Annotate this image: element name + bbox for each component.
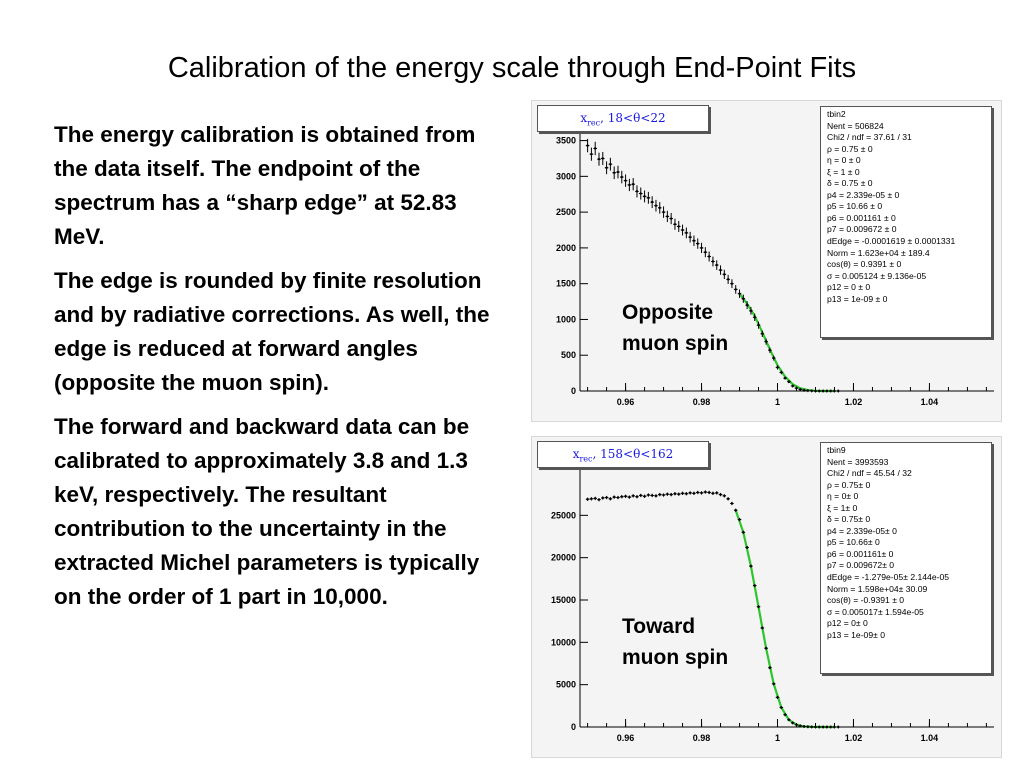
data-point: [628, 495, 632, 498]
data-point: [620, 171, 624, 184]
data-point: [635, 495, 639, 498]
stats-line: Nent = 3993593: [827, 456, 889, 467]
data-point: [666, 492, 670, 495]
stats-line: Norm = 1.623e+04 ± 189.4: [827, 247, 930, 258]
data-point: [616, 166, 620, 179]
overlay-label: Toward muon spin: [622, 615, 729, 669]
data-point: [681, 492, 685, 495]
data-point: [601, 496, 605, 499]
data-point: [726, 497, 730, 500]
x-tick-label: 1: [774, 733, 781, 743]
data-point: [700, 243, 704, 253]
data-point: [711, 492, 715, 495]
data-point: [635, 185, 639, 197]
data-point: [593, 142, 597, 155]
data-point: [673, 219, 677, 230]
data-point: [647, 192, 651, 204]
stats-line: p7 = 0.009672 ± 0: [827, 224, 897, 235]
x-tick-label: 0.96: [616, 733, 635, 743]
y-tick-label: 1000: [555, 314, 576, 325]
overlay-label: Opposite muon spin: [622, 301, 729, 355]
stats-line: η = 0± 0: [827, 491, 859, 502]
data-point: [685, 492, 689, 495]
data-point: [836, 726, 840, 729]
stats-line: σ = 0.005124 ± 9.136e-05: [827, 270, 927, 281]
x-tick-label: 1.04: [920, 397, 939, 407]
data-point: [609, 158, 613, 171]
data-point: [677, 492, 681, 495]
histogram-title: [537, 441, 709, 468]
data-point: [605, 161, 609, 174]
data-point: [658, 202, 662, 214]
y-tick-label: 3500: [555, 135, 576, 146]
stats-line: σ = 0.005017± 1.594e-05: [827, 606, 924, 617]
stats-line: Chi2 / ndf = 45.54 / 32: [827, 468, 912, 479]
x-tick-label: 1.02: [844, 733, 863, 743]
stats-line: p4 = 2.339e-05 ± 0: [827, 189, 900, 200]
data-point: [688, 491, 692, 494]
data-point: [719, 493, 723, 496]
data-point: [681, 225, 685, 236]
data-point: [586, 498, 590, 501]
data-point: [696, 491, 700, 494]
data-point: [688, 232, 692, 243]
data-point: [612, 166, 616, 179]
data-point: [597, 498, 601, 501]
data-point: [616, 496, 620, 499]
data-point: [631, 494, 635, 497]
plot-panel-forward: [531, 100, 1002, 422]
stats-line: p6 = 0.001161± 0: [827, 548, 894, 559]
stats-name: tbin9: [827, 445, 846, 455]
data-point: [590, 497, 594, 500]
data-point: [715, 491, 719, 494]
plot-panel-backward: [531, 436, 1002, 758]
stats-line: η = 0 ± 0: [827, 155, 861, 166]
data-point: [677, 221, 681, 232]
slide-title: Calibration of the energy scale through End-Point Fits: [167, 52, 857, 84]
data-point: [597, 153, 601, 166]
stats-line: p4 = 2.339e-05± 0: [827, 525, 897, 536]
stats-line: ξ = 1± 0: [827, 502, 858, 513]
y-tick-label: 500: [560, 350, 576, 361]
stats-line: dEdge = -0.0001619 ± 0.0001331: [827, 236, 956, 247]
data-point: [631, 178, 635, 190]
title-rest: , 158<θ<162: [592, 447, 674, 461]
stats-line: p7 = 0.009672± 0: [827, 560, 895, 571]
data-point: [730, 502, 734, 505]
x-tick-label: 1.04: [920, 733, 939, 743]
y-tick-label: 3000: [555, 171, 576, 182]
data-point: [700, 491, 704, 494]
data-point: [643, 190, 647, 202]
stats-line: ρ = 0.75± 0: [827, 479, 871, 490]
stats-line: cos(θ) = -0.9391 ± 0: [827, 595, 905, 606]
data-point: [669, 493, 673, 496]
data-point: [624, 174, 628, 186]
data-point: [654, 494, 658, 497]
title-main: x: [572, 447, 580, 461]
data-point: [643, 495, 647, 498]
stats-line: p13 = 1e-09± 0: [827, 629, 885, 640]
x-tick-label: 1.02: [844, 397, 863, 407]
data-point: [692, 492, 696, 495]
title-main: x: [580, 111, 588, 125]
data-point: [704, 490, 708, 493]
x-tick-label: 0.98: [692, 397, 711, 407]
stats-line: dEdge = -1.279e-05± 2.144e-05: [827, 572, 950, 583]
stats-line: p12 = 0± 0: [827, 618, 868, 629]
data-point: [620, 495, 624, 498]
data-point: [696, 238, 700, 248]
data-point: [601, 152, 605, 165]
x-tick-label: 0.98: [692, 733, 711, 743]
data-point: [662, 493, 666, 496]
histogram-title: [537, 105, 709, 132]
data-point: [639, 494, 643, 497]
stats-box: [820, 442, 992, 674]
data-point: [593, 497, 597, 500]
stats-line: Norm = 1.598e+04± 30.09: [827, 583, 928, 594]
y-tick-label: 10000: [550, 637, 576, 648]
title-rest: , 18<θ<22: [600, 111, 666, 125]
stats-line: ρ = 0.75 ± 0: [827, 143, 873, 154]
stats-line: δ = 0.75 ± 0: [827, 178, 873, 189]
data-point: [734, 285, 738, 294]
data-point: [707, 252, 711, 262]
stats-line: ξ = 1 ± 0: [827, 166, 860, 177]
y-tick-label: 5000: [555, 679, 576, 690]
data-point: [723, 270, 727, 279]
stats-line: cos(θ) = 0.9391 ± 0: [827, 259, 902, 270]
stats-line: Chi2 / ndf = 37.61 / 31: [827, 132, 912, 143]
title-sub: rec: [579, 454, 593, 464]
data-point: [624, 495, 628, 498]
data-point: [704, 247, 708, 257]
y-tick-label: 25000: [550, 510, 576, 521]
data-point: [650, 494, 654, 497]
y-tick-label: 0: [570, 386, 576, 396]
data-point: [658, 493, 662, 496]
paragraph-2: The edge is rounded by finite resolution and by radiative corrections. As well, the edge is reduced at forward angles (opposite the muon spin).: [54, 268, 490, 395]
data-point: [836, 390, 840, 393]
stats-line: p6 = 0.001161 ± 0: [827, 212, 896, 223]
data-point: [662, 206, 666, 217]
y-tick-label: 2000: [555, 242, 576, 253]
title-sub: rec: [587, 118, 601, 128]
data-point: [666, 211, 670, 222]
data-point: [726, 275, 730, 284]
data-point: [707, 491, 711, 494]
data-point: [609, 497, 613, 500]
y-tick-label: 0: [570, 722, 576, 732]
data-point: [639, 188, 643, 200]
y-tick-label: 15000: [550, 595, 576, 605]
data-point: [730, 279, 734, 288]
paragraph-1: The energy calibration is obtained from the data itself. The endpoint of the spectrum has a “sharp edge” at 52.83 MeV.: [54, 122, 476, 249]
data-point: [715, 260, 719, 270]
body-text: [54, 118, 494, 624]
data-point: [605, 496, 609, 499]
y-tick-label: 20000: [550, 552, 576, 563]
data-point: [723, 494, 727, 497]
x-tick-label: 0.96: [616, 397, 635, 407]
data-point: [590, 148, 594, 161]
data-point: [647, 493, 651, 496]
data-point: [673, 492, 677, 495]
data-point: [692, 236, 696, 246]
y-tick-label: 2500: [555, 207, 576, 218]
stats-line: δ = 0.75± 0: [827, 514, 871, 525]
data-point: [628, 179, 632, 191]
data-point: [711, 257, 715, 267]
data-point: [654, 200, 658, 212]
data-point: [685, 227, 689, 238]
data-point: [612, 495, 616, 498]
data-point: [650, 196, 654, 208]
y-tick-label: 1500: [555, 278, 576, 289]
stats-line: p5 = 10.66± 0: [827, 537, 880, 548]
data-point: [719, 265, 723, 274]
stats-line: Nent = 506824: [827, 120, 884, 131]
paragraph-3: The forward and backward data can be calibrated to approximately 3.8 and 1.3 keV, respectively. The resultant contribution to the uncertainty in the extracted Michel parameters is typically on the order of 1 part in 10,000.: [54, 414, 480, 609]
stats-line: p5 = 10.66 ± 0: [827, 201, 883, 212]
stats-box: [820, 106, 992, 338]
stats-line: p12 = 0 ± 0: [827, 282, 871, 293]
data-point: [669, 213, 673, 224]
x-tick-label: 1: [774, 397, 781, 407]
stats-name: tbin2: [827, 109, 846, 119]
stats-line: p13 = 1e-09 ± 0: [827, 293, 888, 304]
